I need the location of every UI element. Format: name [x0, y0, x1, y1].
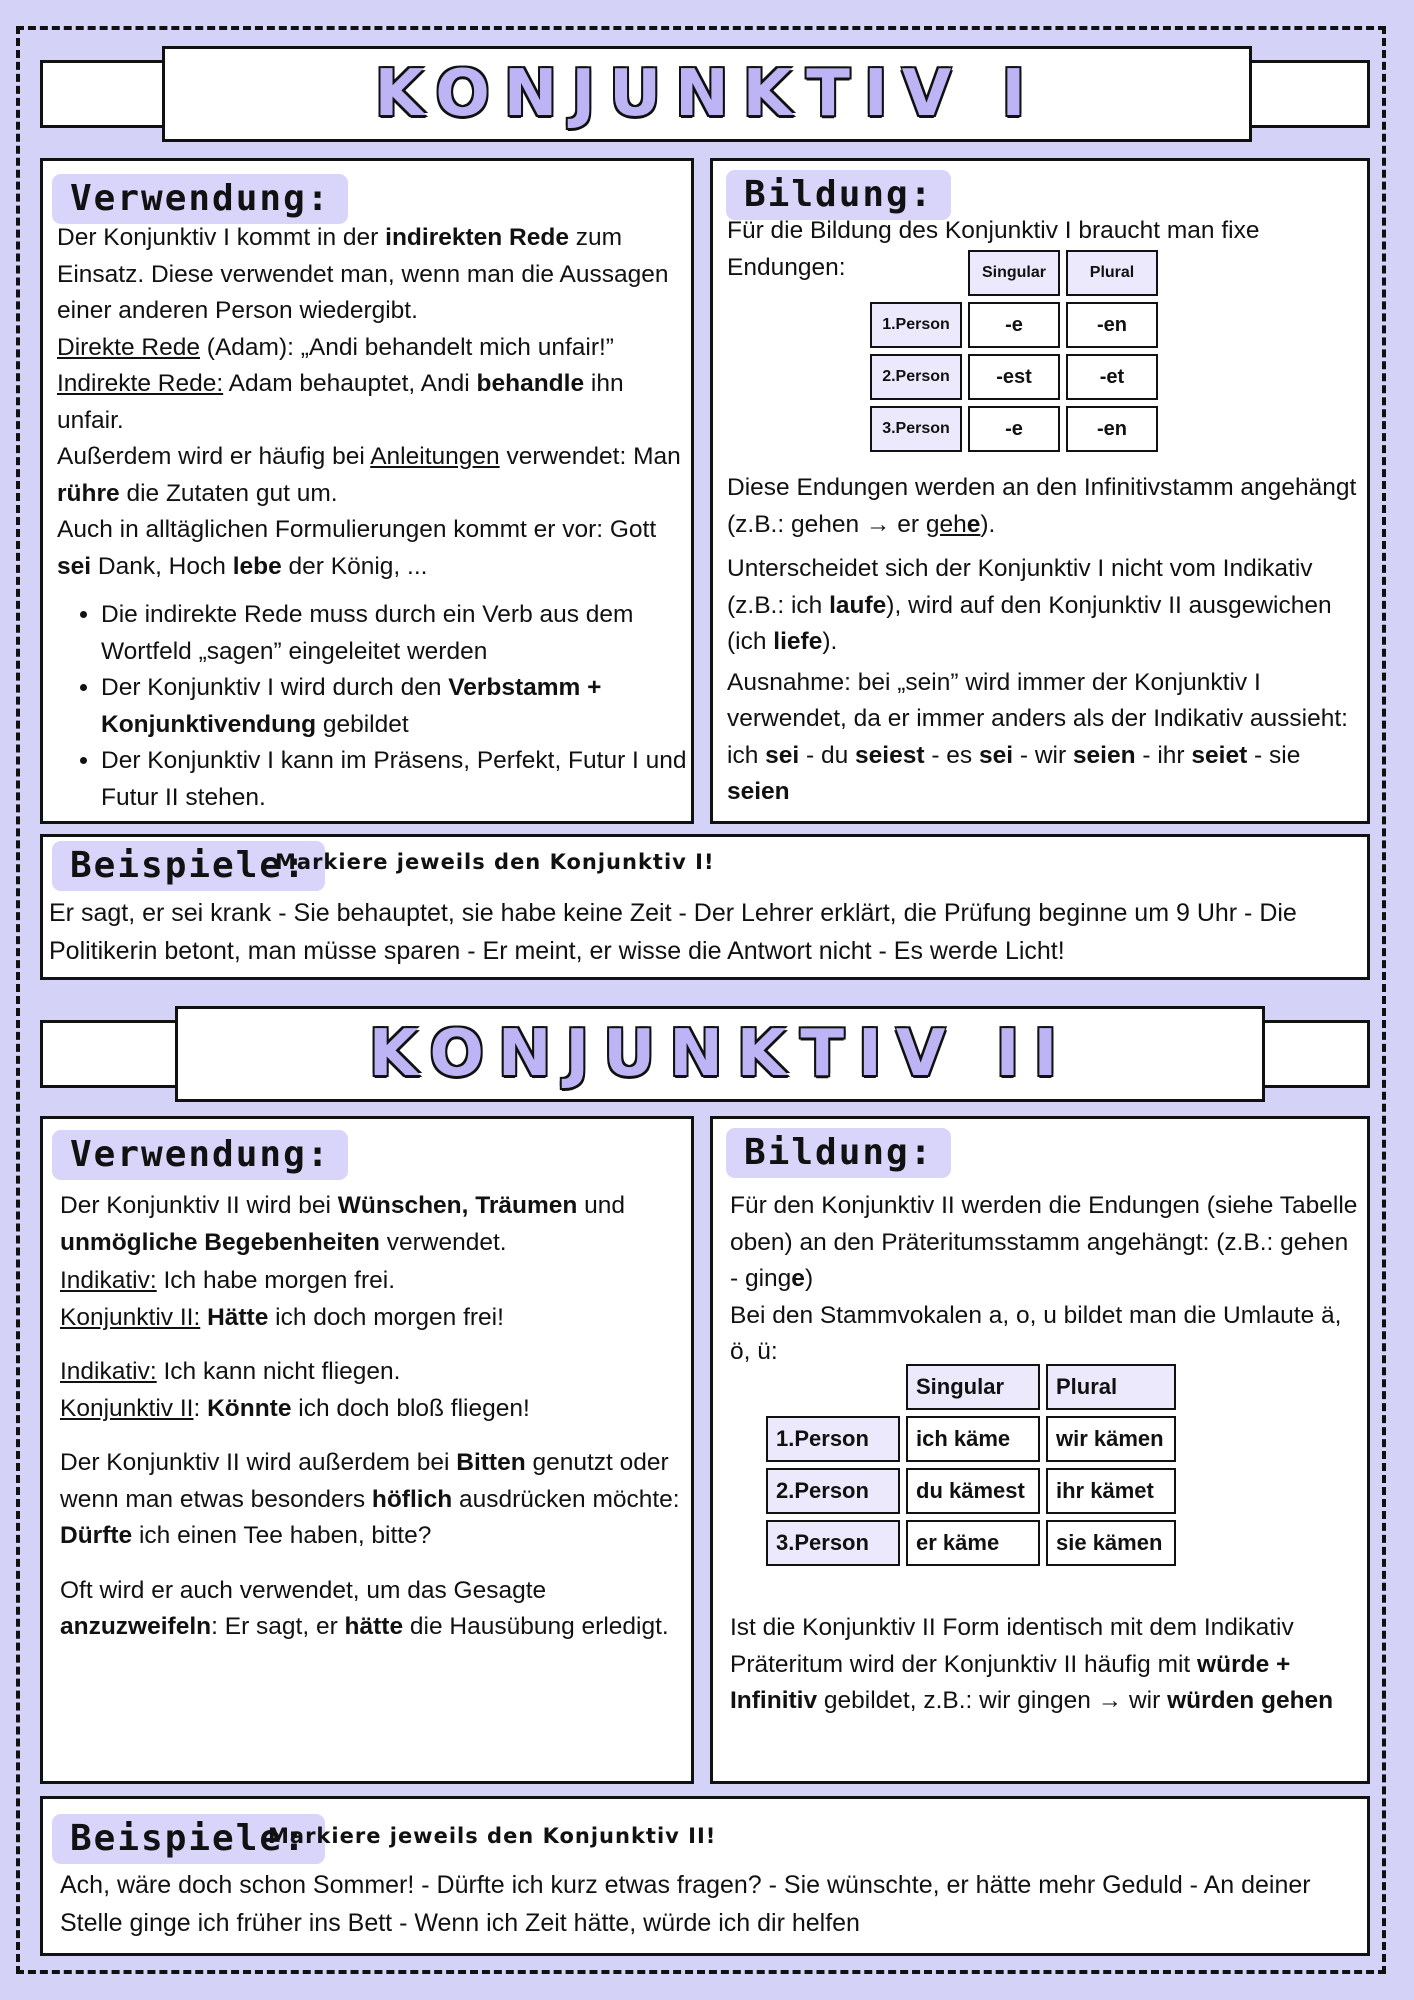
table-header: Plural: [1046, 1364, 1176, 1410]
k1-rules-list: [57, 597, 687, 816]
k1-bildung-intro: Für die Bildung des Konjunktiv I braucht man fixe Endungen:: [727, 217, 1260, 281]
k2-bildung-heading: Bildung:: [726, 1128, 951, 1178]
k1-endings-table: [864, 244, 1164, 458]
k1-verwendung-heading: Verwendung:: [52, 174, 348, 224]
k2-bildung-text-bottom: Ist die Konjunktiv II Form identisch mit dem Indikativ Präteritum wird der Konjunktiv II häufig mit würde + Infinitiv gebildet, z.B.: wir gingen → wir würden gehen: [730, 1614, 1334, 1714]
table-header: Singular: [906, 1364, 1040, 1410]
k1-bildung-text: Diese Endungen werden an den Infinitivstamm angehängt (z.B.: gehen → er gehe). Unterscheidet sich der Konjunktiv I nicht vom Indikativ (z.B.: ich laufe), wird auf den Konjunktiv II ausgewichen (ich liefe). Ausnahme: bei „sein” wird immer der Konjunktiv I verwendet, da er immer anders als der Indikativ aussieht: ich sei - du seiest - es sei - wir seien - ihr seiet - sie seien: [727, 474, 1357, 805]
title-k1: KONJUNKTIV I: [162, 46, 1252, 142]
list-item: • Der Konjunktiv I kann im Präsens, Perfekt, Futur I und Futur II stehen.: [101, 743, 687, 816]
k2-bildung-text-top: Für den Konjunktiv II werden die Endungen (siehe Tabelle oben) an den Präteritumsstamm angehängt: (z.B.: gehen - ginge) Bei den Stammvokalen a, o, u bildet man die Umlaute ä, ö, ü:: [730, 1192, 1358, 1365]
table-row: 1.Person -e -en: [870, 302, 1158, 348]
list-item: • Der Konjunktiv I wird durch den Verbstamm + Konjunktivendung gebildet: [101, 670, 687, 743]
k2-beispiele-heading: Beispiele:: [52, 1814, 325, 1864]
table-row: 2.Person du kämest ihr kämet: [766, 1468, 1176, 1514]
k2-forms-table: [760, 1358, 1182, 1572]
k2-verwendung-text: Der Konjunktiv II wird bei Wünschen, Träumen und unmögliche Begebenheiten verwendet. Indikativ: Ich habe morgen frei. Konjunktiv II: Hätte ich doch morgen frei! Indikativ: Ich kann nicht fliegen. Konjunktiv II: Könnte ich doch bloß fliegen! Der Konjunktiv II wird außerdem bei Bitten genutzt oder wenn man etwas besonders höflich ausdrücken möchte: Dürfte ich einen Tee haben, bitte? Oft wird er auch verwendet, um das Gesagte anzuzweifeln: Er sagt, er hätte die Hausübung erledigt.: [60, 1192, 680, 1640]
k1-beispiele-heading: Beispiele:: [52, 841, 325, 891]
table-row: 3.Person -e -en: [870, 406, 1158, 452]
table-row: 2.Person -est -et: [870, 354, 1158, 400]
title-k2: KONJUNKTIV II: [175, 1006, 1265, 1102]
table-row: 3.Person er käme sie kämen: [766, 1520, 1176, 1566]
k1-bildung-heading: Bildung:: [726, 170, 951, 220]
table-row: 1.Person ich käme wir kämen: [766, 1416, 1176, 1462]
k2-beispiele-instruction: Markiere jeweils den Konjunktiv II!: [268, 1824, 717, 1848]
list-item: • Die indirekte Rede muss durch ein Verb aus dem Wortfeld „sagen” eingeleitet werden: [101, 597, 687, 670]
k2-beispiele-text: Ach, wäre doch schon Sommer! - Dürfte ich kurz etwas fragen? - Sie wünschte, er hätte mehr Geduld - An deiner Stelle ginge ich früher ins Bett - Wenn ich Zeit hätte, würde ich dir helfen: [60, 1871, 1311, 1937]
table-header: Singular: [968, 250, 1060, 296]
k1-beispiele-text: Er sagt, er sei krank - Sie behauptet, sie habe keine Zeit - Der Lehrer erklärt, die Prüfung beginne um 9 Uhr - Die Politikerin betont, man müsse sparen - Er meint, er wisse die Antwort nicht - Es werde Licht!: [49, 899, 1297, 965]
table-header: Plural: [1066, 250, 1158, 296]
k2-verwendung-heading: Verwendung:: [52, 1130, 348, 1180]
k1-beispiele-instruction: Markiere jeweils den Konjunktiv I!: [275, 850, 715, 874]
k1-verwendung-text: Der Konjunktiv I kommt in der indirekten Rede zum Einsatz. Diese verwendet man, wenn man die Aussagen einer anderen Person wiedergibt. Direkte Rede (Adam): „Andi behandelt mich unfair!” Indirekte Rede: Adam behauptet, Andi behandle ihn unfair. Außerdem wird er häufig bei Anleitungen verwendet: Man rühre die Zutaten gut um. Auch in alltäglichen Formulierungen kommt er vor: Gott sei Dank, Hoch lebe der König, ... • Die indirekte Rede muss durch ein Verb aus dem Wortfeld „sagen” eingeleitet werden • Der Konjunktiv I wird durch den Verbstamm + Konjunktivendung gebildet • Der Konjunktiv I kann im Präsens, Perfekt, Futur I und Futur II stehen.: [57, 220, 687, 816]
